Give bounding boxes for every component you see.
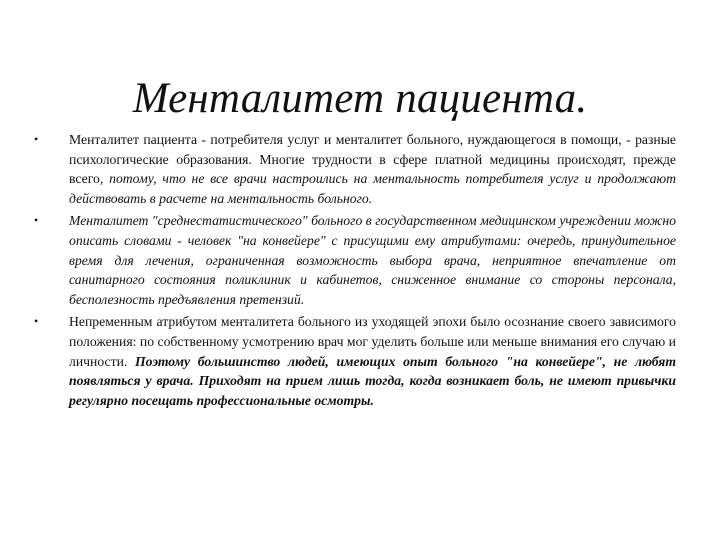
bullet-text-normal: Непременным атрибутом менталитета больного из уходящей эпохи было осознание своего зависимого положения: по собственному усмотрению врач мог уделить больше или меньше внимания его случаю и личности.	[69, 314, 676, 369]
bullet-item	[34, 211, 676, 309]
bullet-text-bold-italic: Поэтому большинство людей, имеющих опыт больного "на конвейере", не любят появляться у врача. Приходят на прием лишь тогда, когда возникает боль, не имеют привычки регулярно посещать профессиональные осмотры.	[69, 353, 676, 408]
slide-title: Менталитет пациента.	[132, 74, 588, 122]
bullet-item	[34, 312, 676, 410]
bullet-marker: •	[34, 132, 39, 146]
bullet-marker: •	[34, 213, 39, 228]
bullet-item	[34, 130, 676, 208]
bullet-list	[34, 130, 676, 410]
bullet-text-italic: Менталитет "среднестатистического" больного в государственном медицинском учреждении можно описать словами - человек "на конвейере" с присущими ему атрибутами: очередь, принудительное время для лечения, ограниченная возможность выбора врача, неприятное впечатление от санитарного состояния поликлиник и кабинетов, сниженное внимание со стороны персонала, бесполезность предъявления претензий.	[69, 213, 676, 307]
bullet-text-normal: Менталитет пациента - потребителя услуг и менталитет больного, нуждающегося в помощи, - разные психологические образования. Многие трудности в сфере платной медицины происходят, прежде всего,	[69, 132, 676, 187]
bullet-marker: •	[34, 314, 39, 329]
bullet-text-italic: потому, что не все врачи настроились на ментальность потребителя услуг и продолжают действовать в расчете на ментальность больного.	[69, 171, 676, 206]
